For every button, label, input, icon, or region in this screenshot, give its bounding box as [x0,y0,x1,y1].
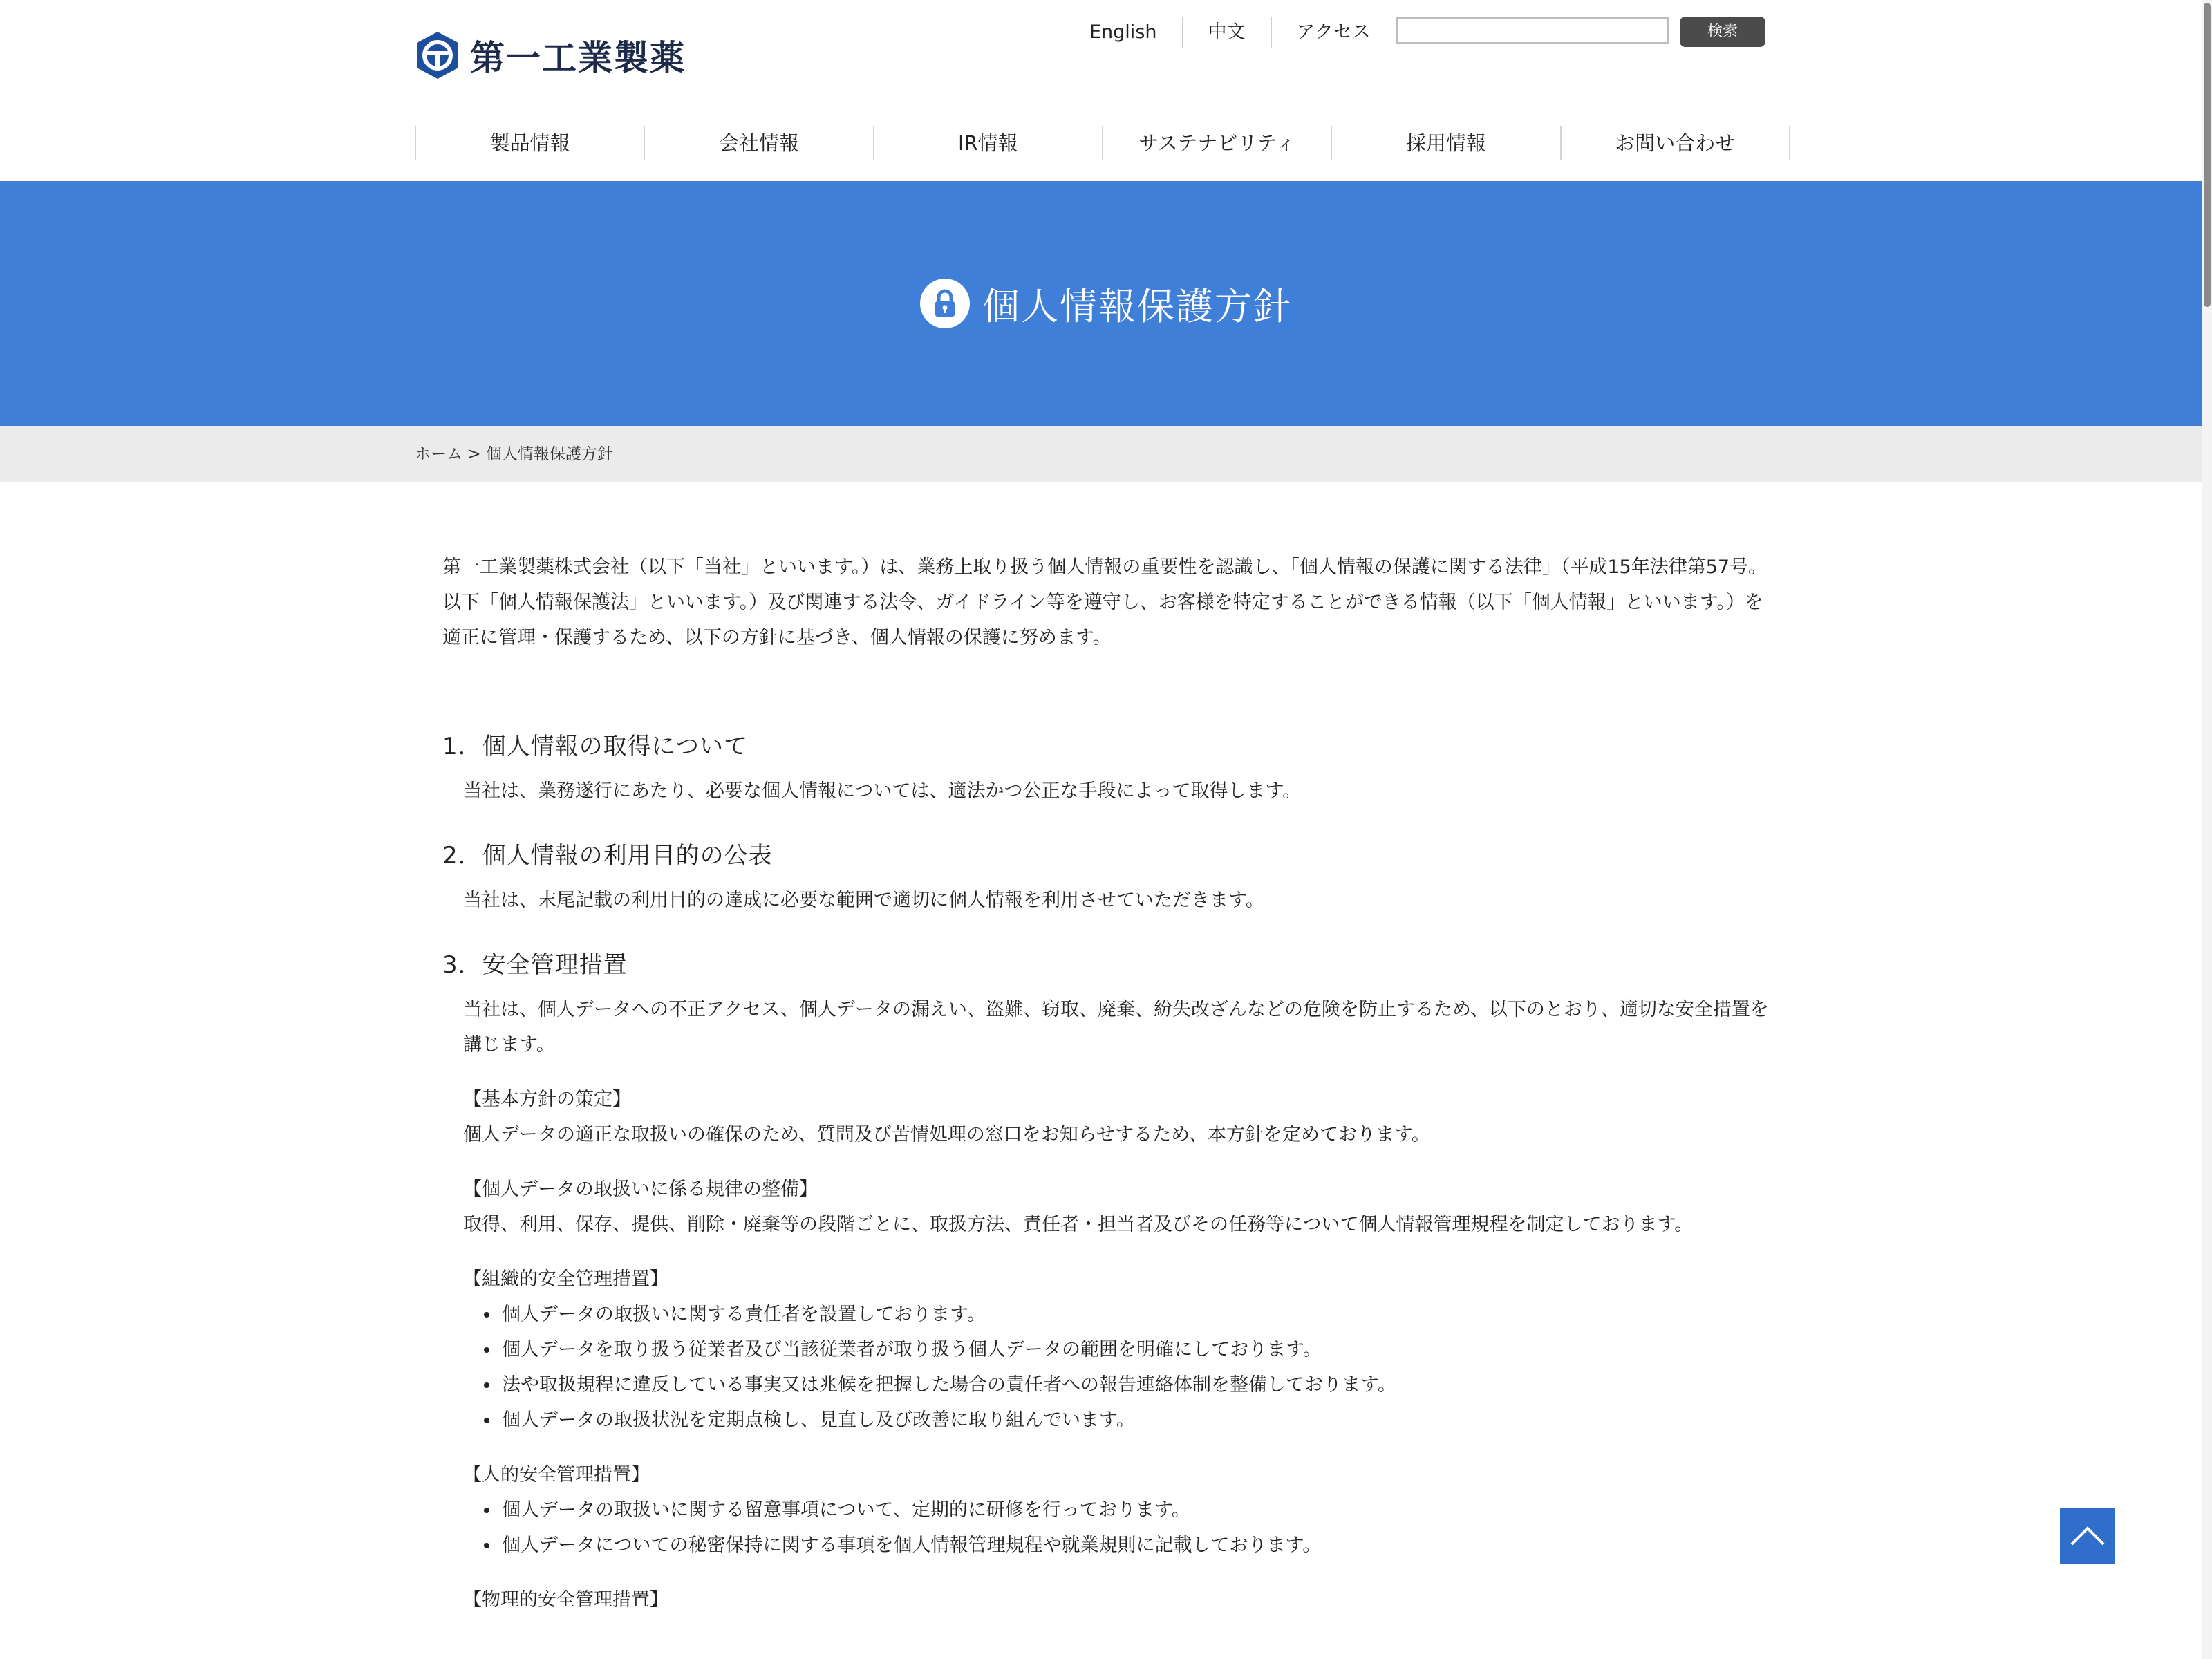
nav-sustainability[interactable]: サステナビリティ [1103,126,1332,160]
section-title: 3．安全管理措置 [442,951,628,979]
nav-ir[interactable]: IR情報 [874,126,1103,160]
link-english[interactable]: English [1065,17,1183,48]
search-input[interactable] [1396,17,1669,44]
measure-heading: 【人的安全管理措置】 [463,1464,650,1485]
section-body: 当社は、個人データへの不正アクセス、個人データの漏えい、盗難、窃取、廃棄、紛失改ざんなどの危険を防止するため、以下のとおり、適切な安全措置を講じます。 [463,999,1769,1056]
measure-heading: 【物理的安全管理措置】 [463,1589,668,1611]
breadcrumb [415,426,613,482]
search-button[interactable]: 検索 [1680,17,1765,47]
back-to-top-button[interactable] [2060,1508,2115,1564]
section-body: 当社は、業務遂行にあたり、必要な個人情報については、適法かつ公正な手段によって取得します。 [463,780,1302,802]
link-access[interactable]: アクセス [1296,21,1371,43]
chevron-up-icon [2070,1526,2106,1546]
scrollbar-thumb[interactable] [2204,3,2211,307]
nav-company[interactable]: 会社情報 [645,126,874,160]
org-measure-list [442,1297,1770,1438]
nav-recruit[interactable]: 採用情報 [1332,126,1561,160]
logo-text: 第一工業製薬 [470,38,686,78]
page-title: 個人情報保護方針 [982,284,1292,328]
list-item: 個人データの取扱状況を定期点検し、見直し及び改善に取り組んでいます。 [463,1403,1770,1438]
company-logo[interactable] [415,28,686,83]
list-item: 個人データの取扱いに関する責任者を設置しております。 [463,1297,1770,1332]
breadcrumb-current: 個人情報保護方針 [485,445,613,463]
section-body: 当社は、末尾記載の利用目的の達成に必要な範囲で適切に個人情報を利用させていただきます。 [463,890,1264,911]
measure-text: 個人データの適正な取扱いの確保のため、質問及び苦情処理の窓口をお知らせするため、本方針を定めております。 [463,1124,1430,1145]
logo-mark-icon [415,30,460,80]
list-item: 個人データについての秘密保持に関する事項を個人情報管理規程や就業規則に記載しております。 [463,1528,1770,1563]
section-title: 1．個人情報の取得について [442,733,748,760]
lock-icon [920,279,970,328]
policy-content [442,550,1770,1618]
main-nav [415,126,1790,160]
human-measure-list [442,1492,1770,1563]
link-chinese[interactable]: 中文 [1183,17,1272,48]
nav-products[interactable]: 製品情報 [416,126,645,160]
measure-text: 取得、利用、保存、提供、削除・廃棄等の段階ごとに、取扱方法、責任者・担当者及びその任務等について個人情報管理規程を制定しております。 [463,1214,1694,1235]
scrollbar[interactable] [2202,0,2212,1659]
intro-paragraph: 第一工業製薬株式会社（以下「当社」といいます。）は、業務上取り扱う個人情報の重要性を認識し、「個人情報の保護に関する法律」（平成15年法律第57号。以下「個人情報保護法」といいます。）及び関連する法令、ガイドライン等を遵守し、お客様を特定することができる情報（以下「個人情報」といいます。）を適正に管理・保護するため、以下の方針に基づき、個人情報の保護に努めます。 [442,556,1768,648]
section-title: 2．個人情報の利用目的の公表 [442,842,773,870]
hero-banner [0,181,2212,426]
list-item: 個人データの取扱いに関する留意事項について、定期的に研修を行っております。 [463,1492,1770,1528]
list-item: 法や取扱規程に違反している事実又は兆候を把握した場合の責任者への報告連絡体制を整備しております。 [463,1367,1770,1403]
measure-heading: 【基本方針の策定】 [463,1089,631,1110]
list-item: 個人データを取り扱う従業者及び当該従業者が取り扱う個人データの範囲を明確にしております。 [463,1332,1770,1367]
measure-heading: 【個人データの取扱いに係る規律の整備】 [463,1179,818,1200]
breadcrumb-separator: > [467,445,481,463]
top-links [1065,15,1396,50]
breadcrumb-home[interactable]: ホーム [415,445,462,463]
measure-heading: 【組織的安全管理措置】 [463,1268,668,1290]
breadcrumb-bar [0,426,2212,482]
nav-contact[interactable]: お問い合わせ [1562,126,1790,160]
